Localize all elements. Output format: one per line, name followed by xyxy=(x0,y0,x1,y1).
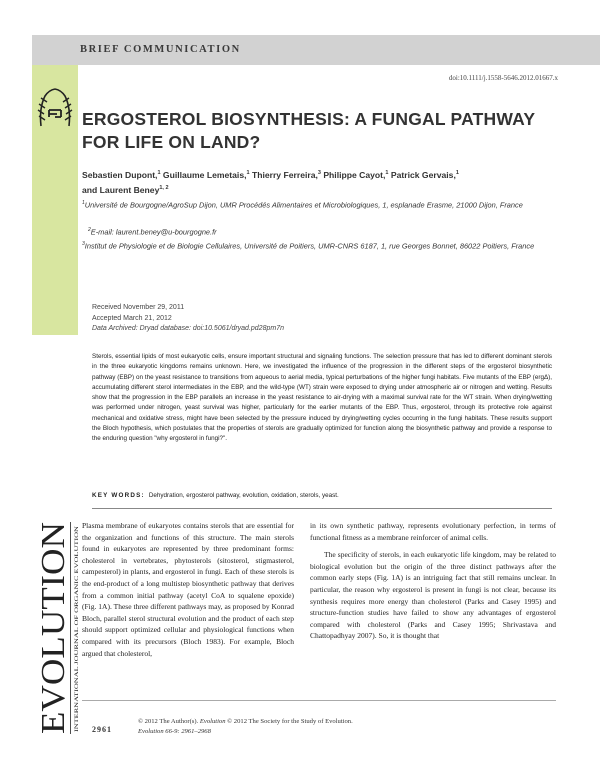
affiliation-text: Université de Bourgogne/AgroSup Dijon, UMR Procédés Alimentaires et Microbiologiques, 1, esplanade Erasme, 21000 Dijon, France xyxy=(84,200,523,210)
author: Thierry Ferreira, xyxy=(251,169,318,180)
author: Guillaume Lemetais, xyxy=(162,169,247,180)
footer-divider xyxy=(82,700,556,701)
keywords-line xyxy=(92,492,552,499)
body-paragraph: The specificity of sterols, in each eukaryotic life kingdom, may be related to biological evolution but the origin of the three distinct pathways after the common early steps (Fig. 1A) is an intriguing fact that still remains unclear. In particular, the reason why ergosterol is present in fungi is not clear, because its synthesis requires more energy than cholesterol (Parks and Casey 1995) and structure-function studies have failed to show any advantages of ergosterol compared with cholesterol (Parks and Casey 1995; Shrivastava and Chattopadhyay 2007). So, it is thought that xyxy=(310,550,556,641)
author: Patrick Gervais, xyxy=(390,169,456,180)
citation: Evolution 66-9: 2961–2968 xyxy=(138,727,211,735)
doi[interactable]: doi:10.1111/j.1558-5646.2012.01667.x xyxy=(448,74,558,82)
author-sup: 1 xyxy=(157,170,161,176)
author-sup: 1 xyxy=(455,170,459,176)
affiliation-sup: 3 xyxy=(82,241,85,247)
keywords-label: KEY WORDS: xyxy=(92,492,145,499)
affiliation-1 xyxy=(82,197,552,211)
affiliation-sup: 2 xyxy=(88,227,91,233)
section-label: BRIEF COMMUNICATION xyxy=(80,44,241,55)
section-banner xyxy=(32,35,600,65)
body-paragraph: in its own synthetic pathway, represents evolutionary perfection, in terms of functional fitness as a membrane reinforcer of animal cells. xyxy=(310,521,556,542)
article-title: ERGOSTEROL BIOSYNTHESIS: A FUNGAL PATHWAY FOR LIFE ON LAND? xyxy=(82,109,535,152)
accepted-date: Accepted March 21, 2012 xyxy=(92,314,172,322)
page-number: 2961 xyxy=(92,725,112,734)
author-sup: 1 xyxy=(385,170,389,176)
author: Sebastien Dupont, xyxy=(82,169,158,180)
affiliation-3 xyxy=(82,238,552,252)
body-column-1 xyxy=(82,520,294,659)
society-logo-icon xyxy=(35,86,75,132)
history-block xyxy=(92,303,284,335)
author: and Laurent Beney xyxy=(82,184,160,195)
body-column-2 xyxy=(310,520,556,642)
author-sup: 1, 2 xyxy=(159,184,169,191)
body-paragraph: Plasma membrane of eukaryotes contains sterols that are essential for the organization and functions of this structure. The main sterols found in eukaryotes are represented by three predominant forms: cholesterol in vertebrates, phytosterols (sitosterol, stigmasterol, campesterol) in plants, and ergosterol in fungi. Each of these sterols is the end-product of a long multistep biosynthetic pathway that derives from a common initial pathway (acetyl CoA to squalene epoxide) (Fig. 1A). These three different pathways may, as proposed by Konrad Bloch, parallel sterol structural evolution and the product of each step should support optimized cellular and physiological functions when compared with its precursors (Bloch 1983). For example, Bloch argued that cholesterol, xyxy=(82,521,294,658)
abstract: Sterols, essential lipids of most eukaryotic cells, ensure important structural and signaling functions. The selection pressure that has led to different dominant sterols in the three eukaryotic kingdoms remains unknown. Here, we investigated the influence of the progression in the different steps of the ergosterol biosynthetic pathway (EBP) on the yeast resistance to transitions from aqueous to aerial media, typical perturbations of the higher fungi habitats. Five mutants of the EBP (ergΔ), accumulating different sterol intermediates in the EBP, and the wild-type (WT) strain were exposed to drying under atmospheric air or nitrogen and wetting. Results show that the progression in the EBP parallels an increase in the yeast resistance to air-drying with a maximal survival rate for the WT strain. When drying/wetting was performed under nitrogen, yeast survival was higher, particularly for the earlier mutants of the EBP. Thus, ergosterol, through its protective role against mechanical and oxidative stress, might have been selected by the pressure induced by drying/wetting cycles occurring in the fungi habitats. These results support the Bloch hypothesis, which postulates that the properties of sterols are gradually optimized for function along the biosynthetic pathway and provide a response to the enduring question "why ergosterol in fungi?". xyxy=(92,353,552,443)
author-email[interactable]: E-mail: laurent.beney@u-bourgogne.fr xyxy=(90,227,217,237)
copyright-block xyxy=(138,717,353,736)
author-sup: 3 xyxy=(317,170,321,176)
author-sup: 1 xyxy=(246,170,250,176)
author: Philippe Cayot, xyxy=(323,169,386,180)
copyright-line: © 2012 The Author(s). Evolution © 2012 The Society for the Study of Evolution. xyxy=(138,718,353,725)
author-list xyxy=(82,167,562,197)
divider xyxy=(92,508,552,509)
received-date: Received November 29, 2011 xyxy=(92,304,185,311)
affiliation-2 xyxy=(88,224,558,238)
data-archived: Data Archived: Dryad database: doi:10.5061/dryad.pd28pm7n xyxy=(92,325,284,332)
keywords: Dehydration, ergosterol pathway, evolution, oxidation, sterols, yeast. xyxy=(148,492,339,499)
affiliation-text: Institut de Physiologie et de Biologie Cellulaires, Université de Poitiers, UMR-CNRS 6187, 1, rue Georges Bonnet, 86022 Poitiers, France xyxy=(84,241,535,251)
evolution-journal-logo xyxy=(34,518,80,738)
journal-logo-wordmark: EVOLUTION xyxy=(35,537,72,734)
journal-logo-subtitle: INTERNATIONAL JOURNAL OF ORGANIC EVOLUTION xyxy=(74,596,80,732)
affiliation-sup: 1 xyxy=(82,200,85,206)
